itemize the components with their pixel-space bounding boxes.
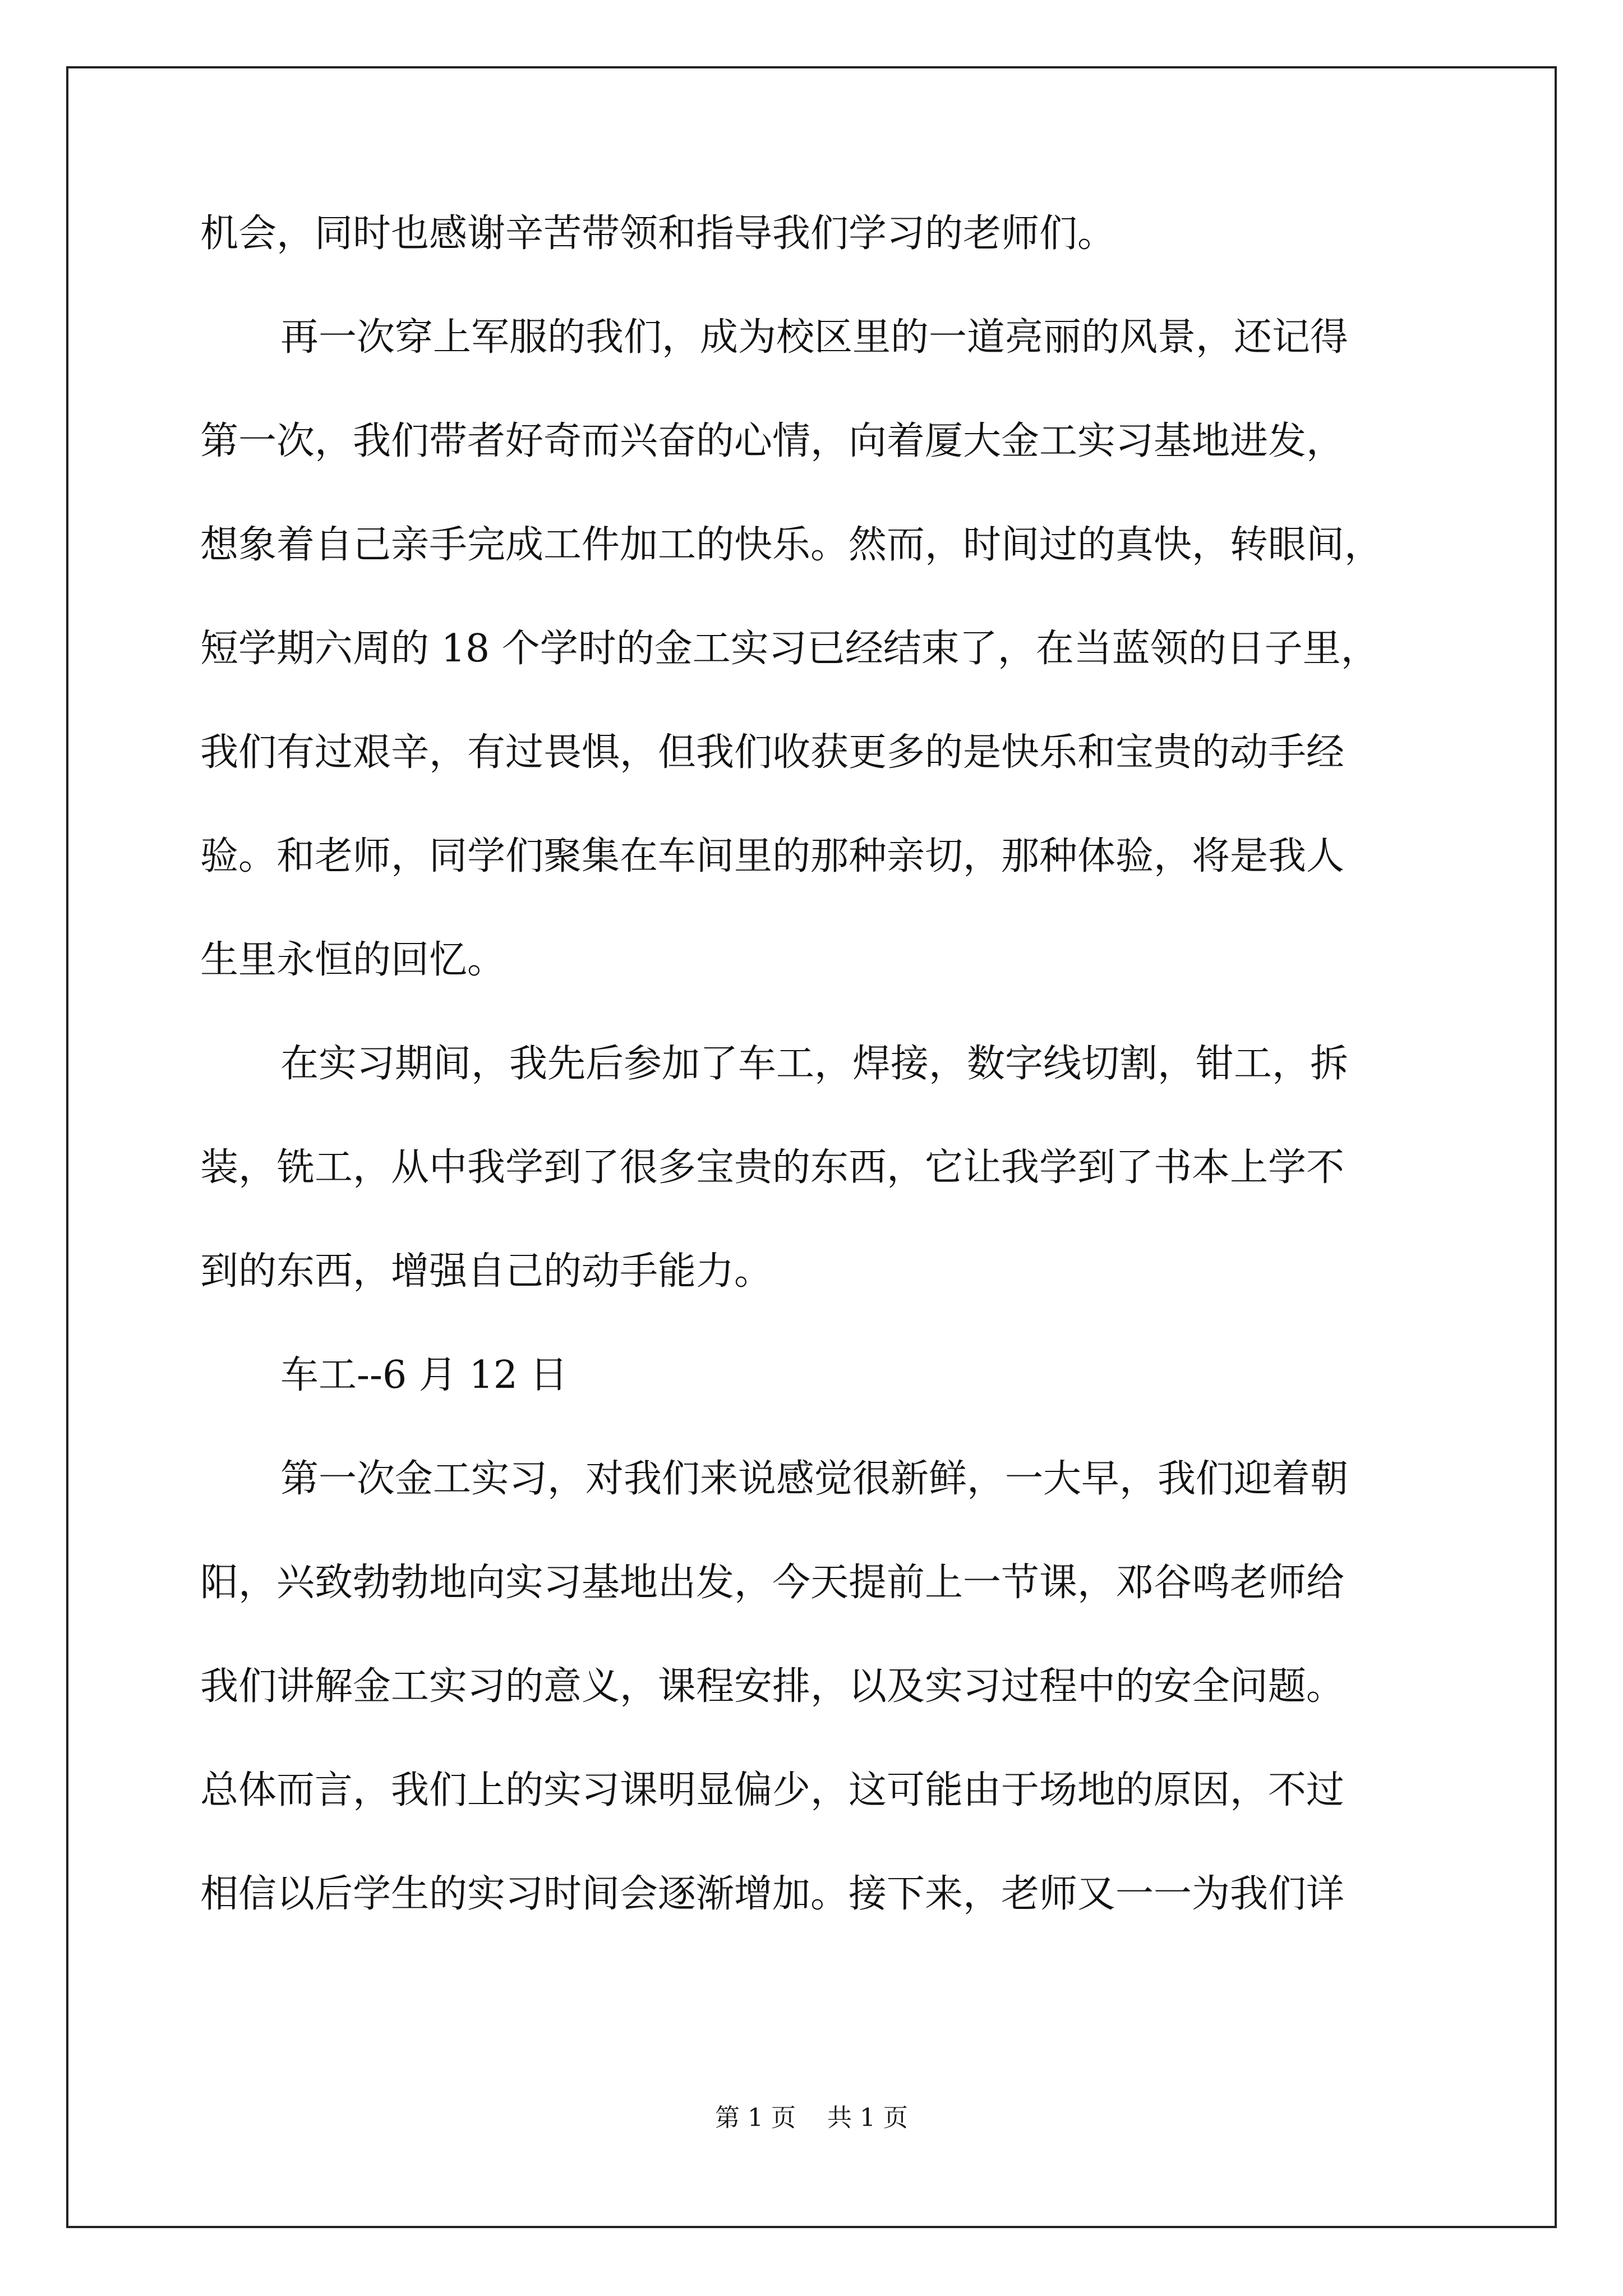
text-line: 到的东西，增强自己的动手能力。	[200, 1249, 773, 1294]
text-line: 第一次，我们带者好奇而兴奋的心情，向着厦大金工实习基地进发，	[200, 419, 1345, 463]
text-line: 阳，兴致勃勃地向实习基地出发，今天提前上一节课，邓谷鸣老师给	[200, 1561, 1345, 1605]
page-footer: 第 1 页 共 1 页	[715, 2104, 908, 2132]
text-line: 我们有过艰辛，有过畏惧，但我们收获更多的是快乐和宝贵的动手经	[200, 730, 1345, 775]
section-heading: 车工--6 月 12 日	[280, 1353, 568, 1397]
text-line: 短学期六周的 18 个学时的金工实习已经结束了，在当蓝领的日子里，	[200, 627, 1379, 671]
paragraph-first-line: 第一次金工实习，对我们来说感觉很新鲜，一大早，我们迎着朝	[280, 1457, 1349, 1501]
text-line: 生里永恒的回忆。	[200, 938, 506, 982]
text-line: 我们讲解金工实习的意义，课程安排，以及实习过程中的安全问题。	[200, 1664, 1345, 1709]
text-line: 机会，同时也感谢辛苦带领和指导我们学习的老师们。	[200, 211, 1116, 256]
text-line: 总体而言，我们上的实习课明显偏少，这可能由于场地的原因，不过	[200, 1768, 1345, 1812]
text-line: 想象着自己亲手完成工件加工的快乐。然而，时间过的真快，转眼间，	[200, 523, 1383, 567]
text-line: 装，铣工，从中我学到了很多宝贵的东西，它让我学到了书本上学不	[200, 1145, 1345, 1190]
paragraph-first-line: 再一次穿上军服的我们，成为校区里的一道亮丽的风景，还记得	[280, 315, 1349, 360]
text-line: 相信以后学生的实习时间会逐渐增加。接下来，老师又一一为我们详	[200, 1872, 1345, 1916]
text-line: 验。和老师，同学们聚集在车间里的那种亲切，那种体验，将是我人	[200, 834, 1345, 878]
paragraph-first-line: 在实习期间，我先后参加了车工，焊接，数字线切割，钳工，拆	[280, 1042, 1349, 1086]
